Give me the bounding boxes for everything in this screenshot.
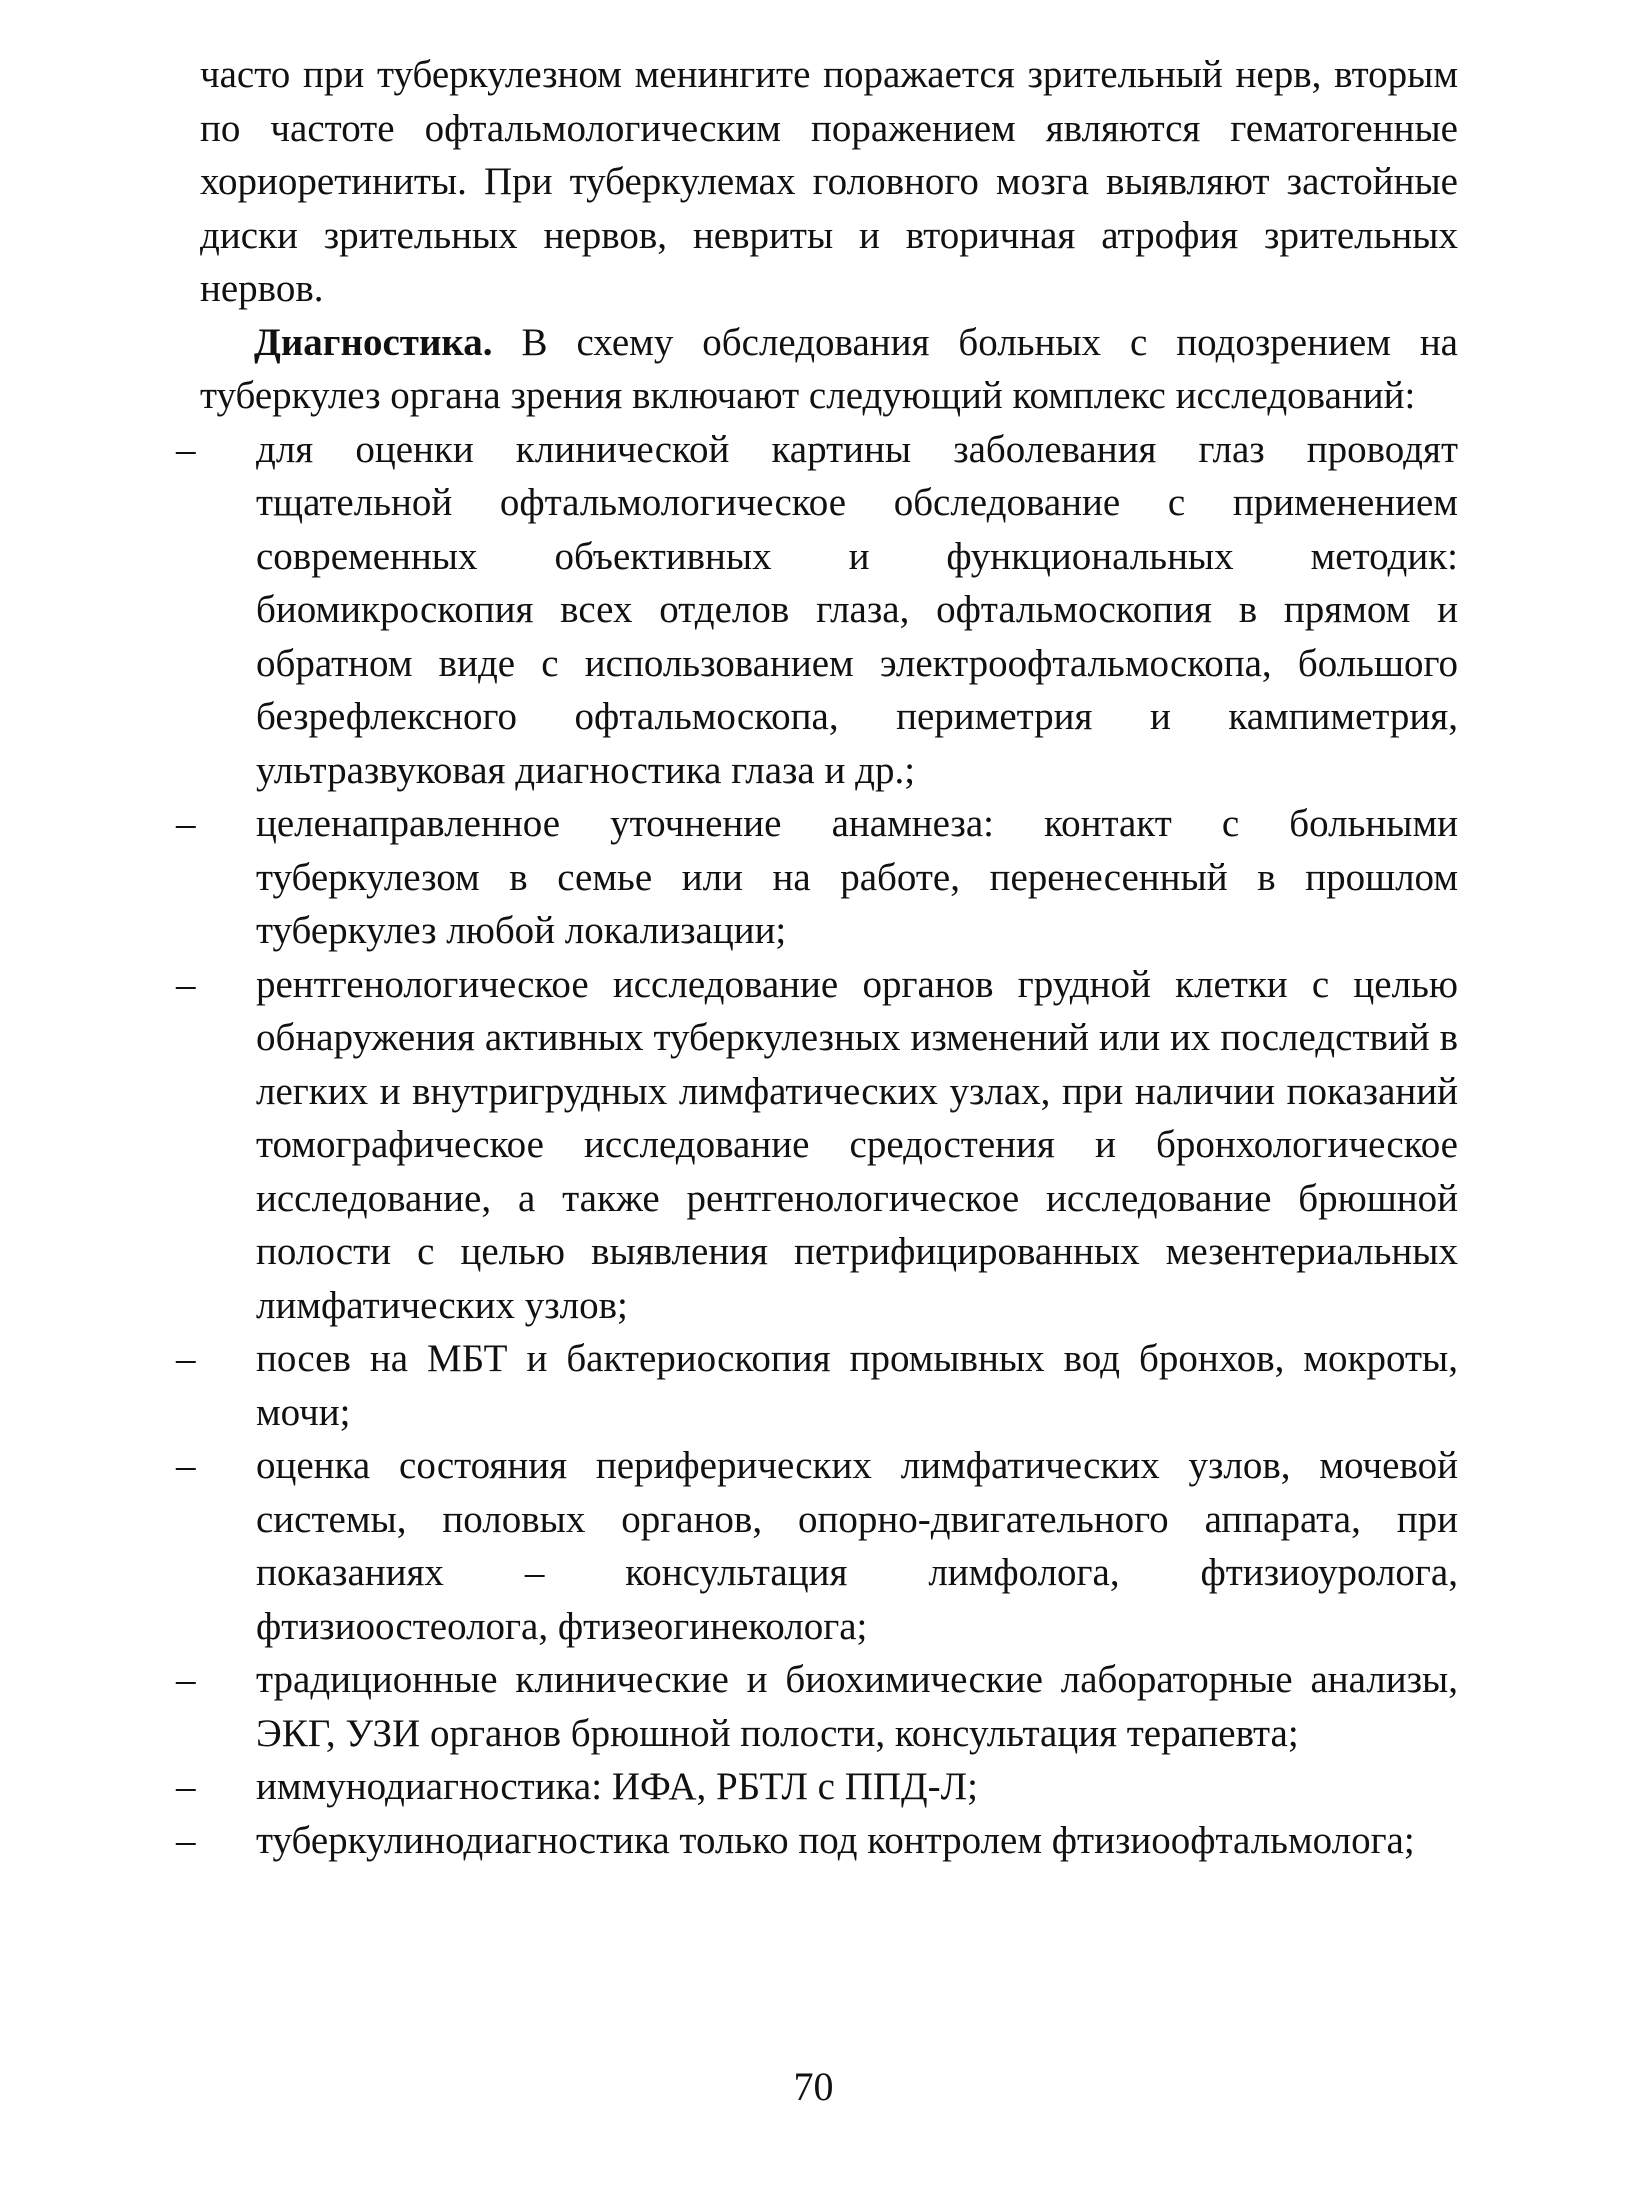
list-item-text: иммунодиагностика: ИФА, РБТЛ с ППД-Л; [256,1765,978,1808]
list-dash: – [176,1818,196,1862]
list-dash: – [176,962,196,1006]
diagnostics-heading: Диагностика. [254,320,493,364]
page-content [176,48,1458,1867]
list-item-text: традиционные клинические и биохимические лабораторные анализы, ЭКГ, УЗИ органов брюшной полости, консультация терапевта; [256,1658,1458,1755]
list-item-text: рентгенологическое исследование органов грудной клетки с целью обнаружения активных туберкулезных изменений или их последствий в легких и внутригрудных лимфатических узлах, при наличии показаний томографическое исследование средостения и бронхологическое исследование, а также рентгенологическое исследование брюшной полости с целью выявления петрифицированных мезентериальных лимфатических узлов; [256,962,1458,1327]
list-item [176,958,1458,1333]
list-item-text: для оценки клинической картины заболевания глаз проводят тщательной офтальмологическое обследование с применением современных объективных и функциональных методик: биомикроскопия всех отделов глаза, офтальмоскопия в прямом и обратном виде с использованием электроофтальмоскопа, большого безрефлексного офтальмоскопа, периметрия и кампиметрия, ультразвуковая диагностика глаза и др.; [256,427,1458,792]
list-dash: – [176,427,196,471]
list-item [176,1439,1458,1653]
page-number: 70 [793,2064,834,2109]
list-item [176,1814,1458,1868]
list-item [176,1332,1458,1439]
list-item [176,797,1458,958]
list-dash: – [176,1337,196,1380]
list-item [176,423,1458,798]
list-item [176,1653,1458,1760]
list-item-text: оценка состояния периферических лимфатических узлов, мочевой системы, половых органов, опорно-двигательного аппарата, при показаниях – консультация лимфолога, фтизиоуролога, фтизиоостеолога, фтизеогинеколога; [256,1444,1458,1648]
list-dash: – [176,802,196,845]
list-item-text: целенаправленное уточнение анамнеза: контакт с больными туберкулезом в семье или на работе, перенесенный в прошлом туберкулез любой локализации; [256,802,1458,952]
list-dash: – [176,1444,196,1487]
list-dash: – [176,1765,196,1808]
list-item-text: туберкулинодиагностика только под контролем фтизиоофтальмолога; [256,1818,1415,1862]
diagnostics-paragraph [200,316,1458,423]
intro-paragraph: часто при туберкулезном менингите поражается зрительный нерв, вторым по частоте офтальмологическим поражением являются гематогенные хориоретиниты. При туберкулемах головного мозга выявляют застойные диски зрительных нервов, невриты и вторичная атрофия зрительных нервов. [200,53,1458,310]
list-item [176,1760,1458,1814]
examination-list [176,423,1458,1868]
diagnostics-text: В схему обследования больных с подозрением на туберкулез органа зрения включают следующий комплекс исследований: [200,320,1458,417]
list-dash: – [176,1658,196,1701]
list-item-text: посев на МБТ и бактериоскопия промывных вод бронхов, мокроты, мочи; [256,1337,1458,1434]
